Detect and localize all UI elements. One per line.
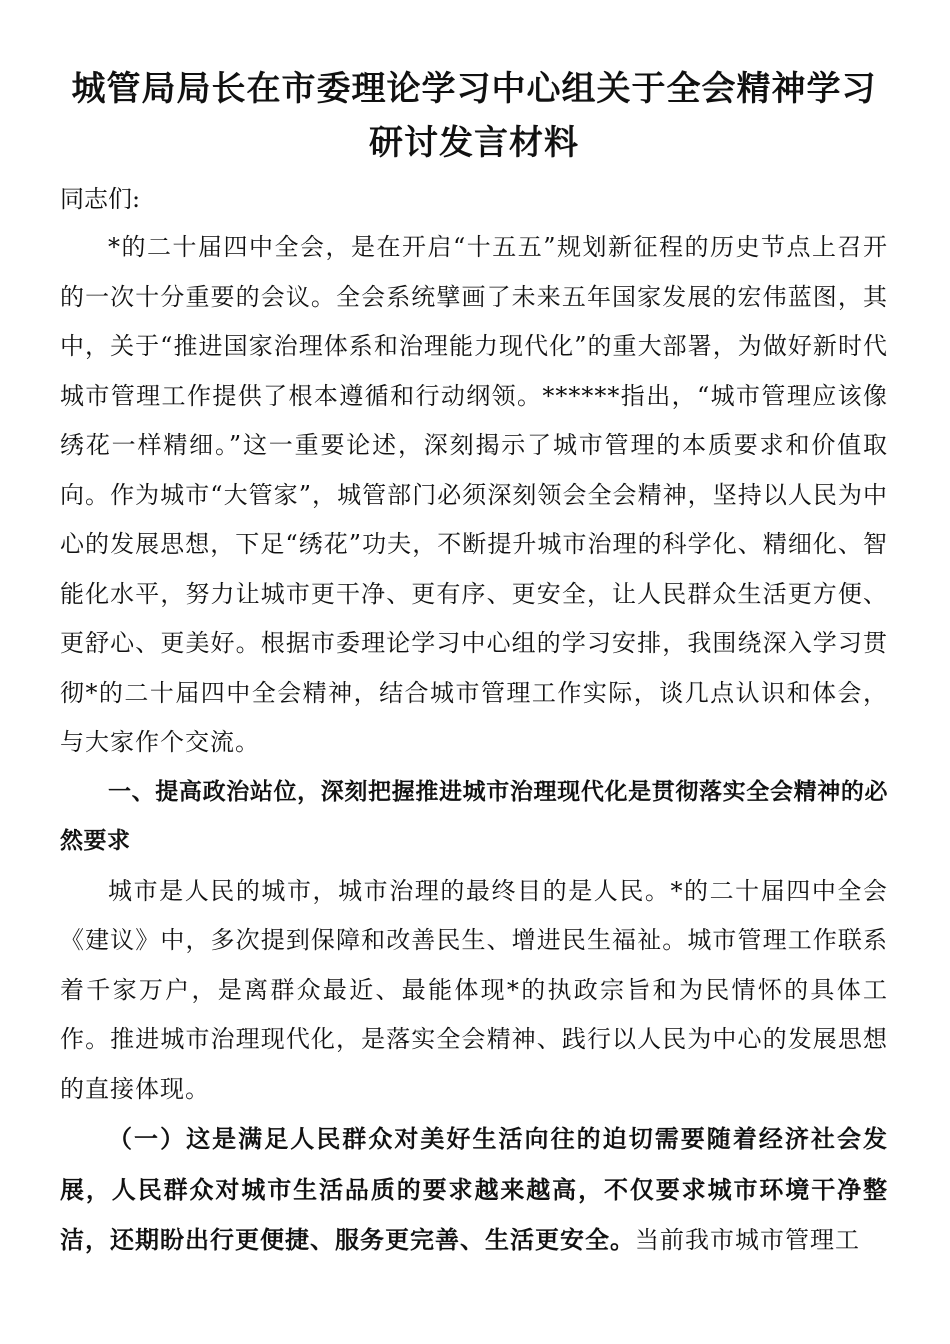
document-page [60, 62, 888, 1266]
subsection-1-paragraph [60, 1114, 888, 1266]
intro-paragraph: *的二十届四中全会，是在开启“十五五”规划新征程的历史节点上召开的一次十分重要的会议。全会系统擘画了未来五年国家发展的宏伟蓝图，其中，关于“推进国家治理体系和治理能力现代化”的重大部署，为做好新时代城市管理工作提供了根本遵循和行动纲领。******指出，“城市管理应该像绣花一样精细。”这一重要论述，深刻揭示了城市管理的本质要求和价值取向。作为城市“大管家”，城管部门必须深刻领会全会精神，坚持以人民为中心的发展思想，下足“绣花”功夫，不断提升城市治理的科学化、精细化、智能化水平，努力让城市更干净、更有序、更安全，让人民群众生活更方便、更舒心、更美好。根据市委理论学习中心组的学习安排，我围绕深入学习贯彻*的二十届四中全会精神，结合城市管理工作实际，谈几点认识和体会，与大家作个交流。 [60, 233, 888, 756]
section-heading-1: 一、提高政治站位，深刻把握推进城市治理现代化是贯彻落实全会精神的必然要求 [60, 778, 888, 854]
subsection-1-heading: （一）这是满足人民群众对美好生活向往的迫切需要随着经济社会发展，人民群众对城市生活品质的要求越来越高，不仅要求城市环境干净整洁，还期盼出行更便捷、服务更完善、生活更安全。 [60, 1124, 888, 1254]
subsection-1-body: 当前我市城市管理工 [635, 1226, 860, 1254]
section-1-body: 城市是人民的城市，城市治理的最终目的是人民。*的二十届四中全会《建议》中，多次提到保障和改善民生、增进民生福祉。城市管理工作联系着千家万户，是离群众最近、最能体现*的执政宗旨和为民情怀的具体工作。推进城市治理现代化，是落实全会精神、践行以人民为中心的发展思想的直接体现。 [60, 876, 888, 1103]
greeting: 同志们: [60, 185, 141, 213]
document-title: 城管局局长在市委理论学习中心组关于全会精神学习研讨发言材料 [71, 69, 877, 163]
